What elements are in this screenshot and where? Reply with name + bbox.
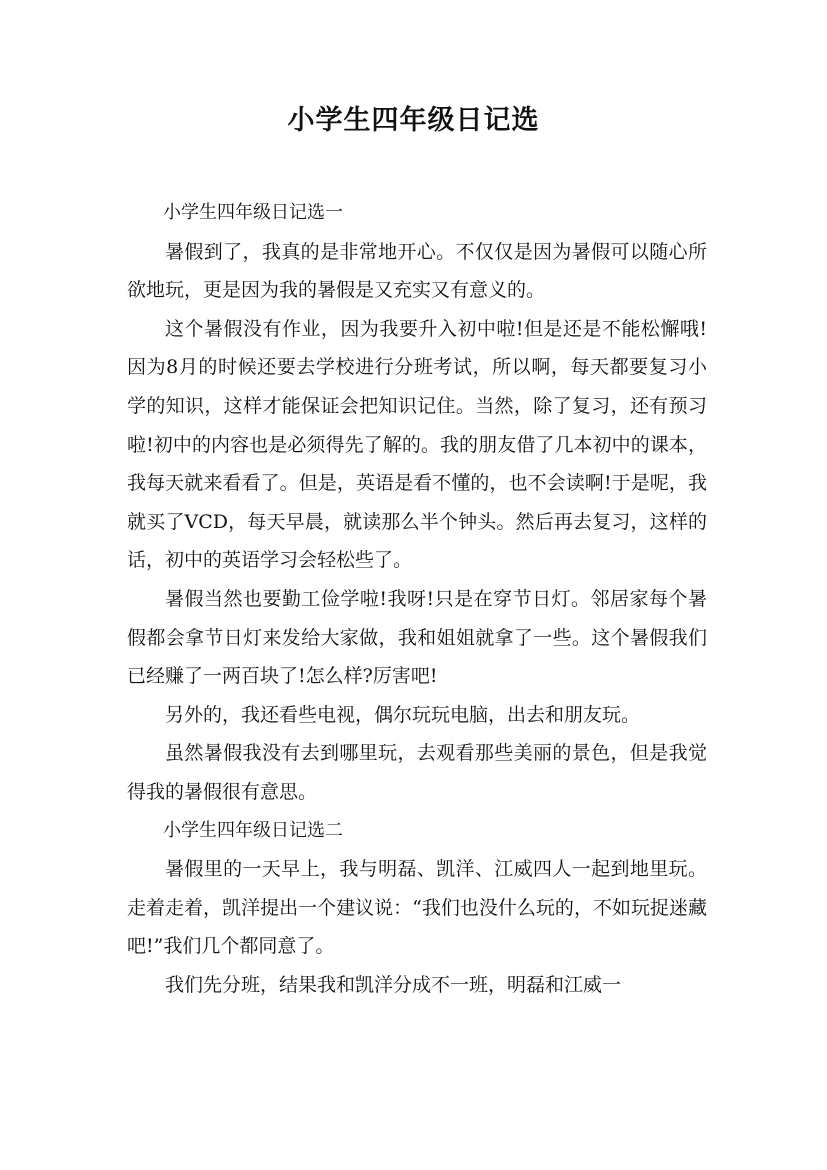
paragraph: 暑假当然也要勤工俭学啦!我呀!只是在穿节日灯。邻居家每个暑假都会拿节日灯来发给大家做，我和姐姐就拿了一些。这个暑假我们已经赚了一两百块了!怎么样?厉害吧!: [127, 587, 707, 688]
paragraph: 暑假里的一天早上，我与明磊、凯洋、江威四人一起到地里玩。走着走着，凯洋提出一个建议说：“我们也没什么玩的，不如玩捉迷藏吧!”我们几个都同意了。: [127, 858, 707, 958]
paragraph: 这个暑假没有作业，因为我要升入初中啦!但是还是不能松懈哦!因为8月的时候还要去学校进行分班考试，所以啊，每天都要复习小学的知识，这样才能保证会把知识记住。当然，除了复习，还有预习啦!初中的内容也是必须得先了解的。我的朋友借了几本初中的课本，我每天就来看看了。但是，英语是看不懂的，也不会读啊!于是呢，我就买了VCD，每天早晨，就读那么半个钟头。然后再去复习，这样的话，初中的英语学习会轻松些了。: [127, 317, 707, 572]
paragraph: 暑假到了，我真的是非常地开心。不仅仅是因为暑假可以随心所欲地玩，更是因为我的暑假是又充实又有意义的。: [127, 240, 707, 302]
paragraph: 我们先分班，结果我和凯洋分成不一班，明磊和江威一: [165, 973, 622, 996]
document-body: [127, 194, 707, 1004]
document-title: 小学生四年级日记选: [287, 105, 540, 136]
section-heading-2: 小学生四年级日记选二: [163, 819, 343, 841]
section-heading-1: 小学生四年级日记选一: [163, 202, 343, 223]
paragraph: 另外的，我还看些电视，偶尔玩玩电脑，出去和朋友玩。: [165, 703, 641, 726]
paragraph: 虽然暑假我没有去到哪里玩，去观看那些美丽的景色，但是我觉得我的暑假很有意思。: [127, 742, 707, 803]
